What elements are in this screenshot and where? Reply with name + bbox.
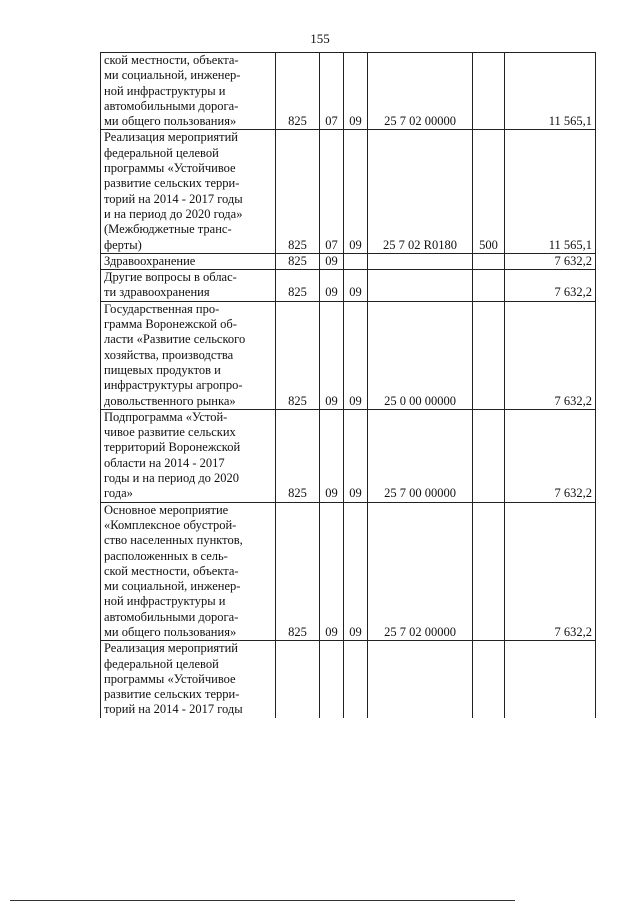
section-code-cell: 09 [320, 270, 344, 302]
expense-type-cell [473, 270, 505, 302]
table-row [101, 409, 596, 502]
target-article-cell: 25 7 02 00000 [368, 53, 473, 130]
row-name-cell: Реализация мероприятий федеральной целевой программы «Устойчивое развитие сельских терри- торий на 2014 - 2017 годы и на период до 2020 года» (Межбюджетные транс- ферты) [101, 130, 276, 253]
target-article-cell: 25 7 02 00000 [368, 502, 473, 641]
ministry-code-cell: 825 [276, 130, 320, 253]
subsection-code-cell: 09 [344, 53, 368, 130]
subsection-code-cell: 09 [344, 270, 368, 302]
section-code-cell [320, 641, 344, 718]
subsection-code-cell [344, 641, 368, 718]
ministry-code-cell: 825 [276, 53, 320, 130]
amount-cell: 7 632,2 [505, 409, 596, 502]
expense-type-cell: 500 [473, 130, 505, 253]
table-row [101, 502, 596, 641]
expense-type-cell [473, 53, 505, 130]
amount-cell: 7 632,2 [505, 270, 596, 302]
table-row [101, 270, 596, 302]
row-name-cell: Государственная про- грамма Воронежской об- ласти «Развитие сельского хозяйства, производства пищевых продуктов и инфраструктуры агропро- довольственного рынка» [101, 301, 276, 409]
target-article-cell: 25 7 00 00000 [368, 409, 473, 502]
section-code-cell: 09 [320, 502, 344, 641]
target-article-cell: 25 7 02 R0180 [368, 130, 473, 253]
amount-cell: 11 565,1 [505, 53, 596, 130]
expense-type-cell [473, 253, 505, 269]
ministry-code-cell: 825 [276, 409, 320, 502]
row-name-cell: Подпрограмма «Устой- чивое развитие сельских территорий Воронежской области на 2014 - 2017 годы и на период до 2020 года» [101, 409, 276, 502]
subsection-code-cell: 09 [344, 502, 368, 641]
row-name-cell: Здравоохранение [101, 253, 276, 269]
expense-type-cell [473, 502, 505, 641]
budget-table [100, 52, 596, 718]
row-name-cell: Другие вопросы в облас- ти здравоохранения [101, 270, 276, 302]
target-article-cell [368, 641, 473, 718]
table-row [101, 301, 596, 409]
section-code-cell: 09 [320, 301, 344, 409]
subsection-code-cell: 09 [344, 130, 368, 253]
section-code-cell: 09 [320, 253, 344, 269]
ministry-code-cell: 825 [276, 253, 320, 269]
table-row [101, 53, 596, 130]
amount-cell: 7 632,2 [505, 502, 596, 641]
amount-cell: 11 565,1 [505, 130, 596, 253]
table-row [101, 130, 596, 253]
ministry-code-cell: 825 [276, 270, 320, 302]
expense-type-cell [473, 301, 505, 409]
row-name-cell: ской местности, объекта- ми социальной, инженер- ной инфраструктуры и автомобильными дорога- ми общего пользования» [101, 53, 276, 130]
subsection-code-cell: 09 [344, 301, 368, 409]
section-code-cell: 09 [320, 409, 344, 502]
row-name-cell: Основное мероприятие «Комплексное обустрой- ство населенных пунктов, расположенных в сель- ской местности, объекта- ми социальной, инженер- ной инфраструктуры и автомобильными дорога- ми общего пользования» [101, 502, 276, 641]
amount-cell [505, 641, 596, 718]
table-row [101, 641, 596, 718]
target-article-cell: 25 0 00 00000 [368, 301, 473, 409]
footer-rule [10, 900, 515, 901]
expense-type-cell [473, 409, 505, 502]
amount-cell: 7 632,2 [505, 253, 596, 269]
subsection-code-cell [344, 253, 368, 269]
amount-cell: 7 632,2 [505, 301, 596, 409]
section-code-cell: 07 [320, 53, 344, 130]
ministry-code-cell [276, 641, 320, 718]
section-code-cell: 07 [320, 130, 344, 253]
subsection-code-cell: 09 [344, 409, 368, 502]
ministry-code-cell: 825 [276, 301, 320, 409]
expense-type-cell [473, 641, 505, 718]
page-number: 155 [310, 31, 330, 46]
table-row [101, 253, 596, 269]
ministry-code-cell: 825 [276, 502, 320, 641]
row-name-cell: Реализация мероприятий федеральной целевой программы «Устойчивое развитие сельских терри- торий на 2014 - 2017 годы [101, 641, 276, 718]
target-article-cell [368, 270, 473, 302]
target-article-cell [368, 253, 473, 269]
